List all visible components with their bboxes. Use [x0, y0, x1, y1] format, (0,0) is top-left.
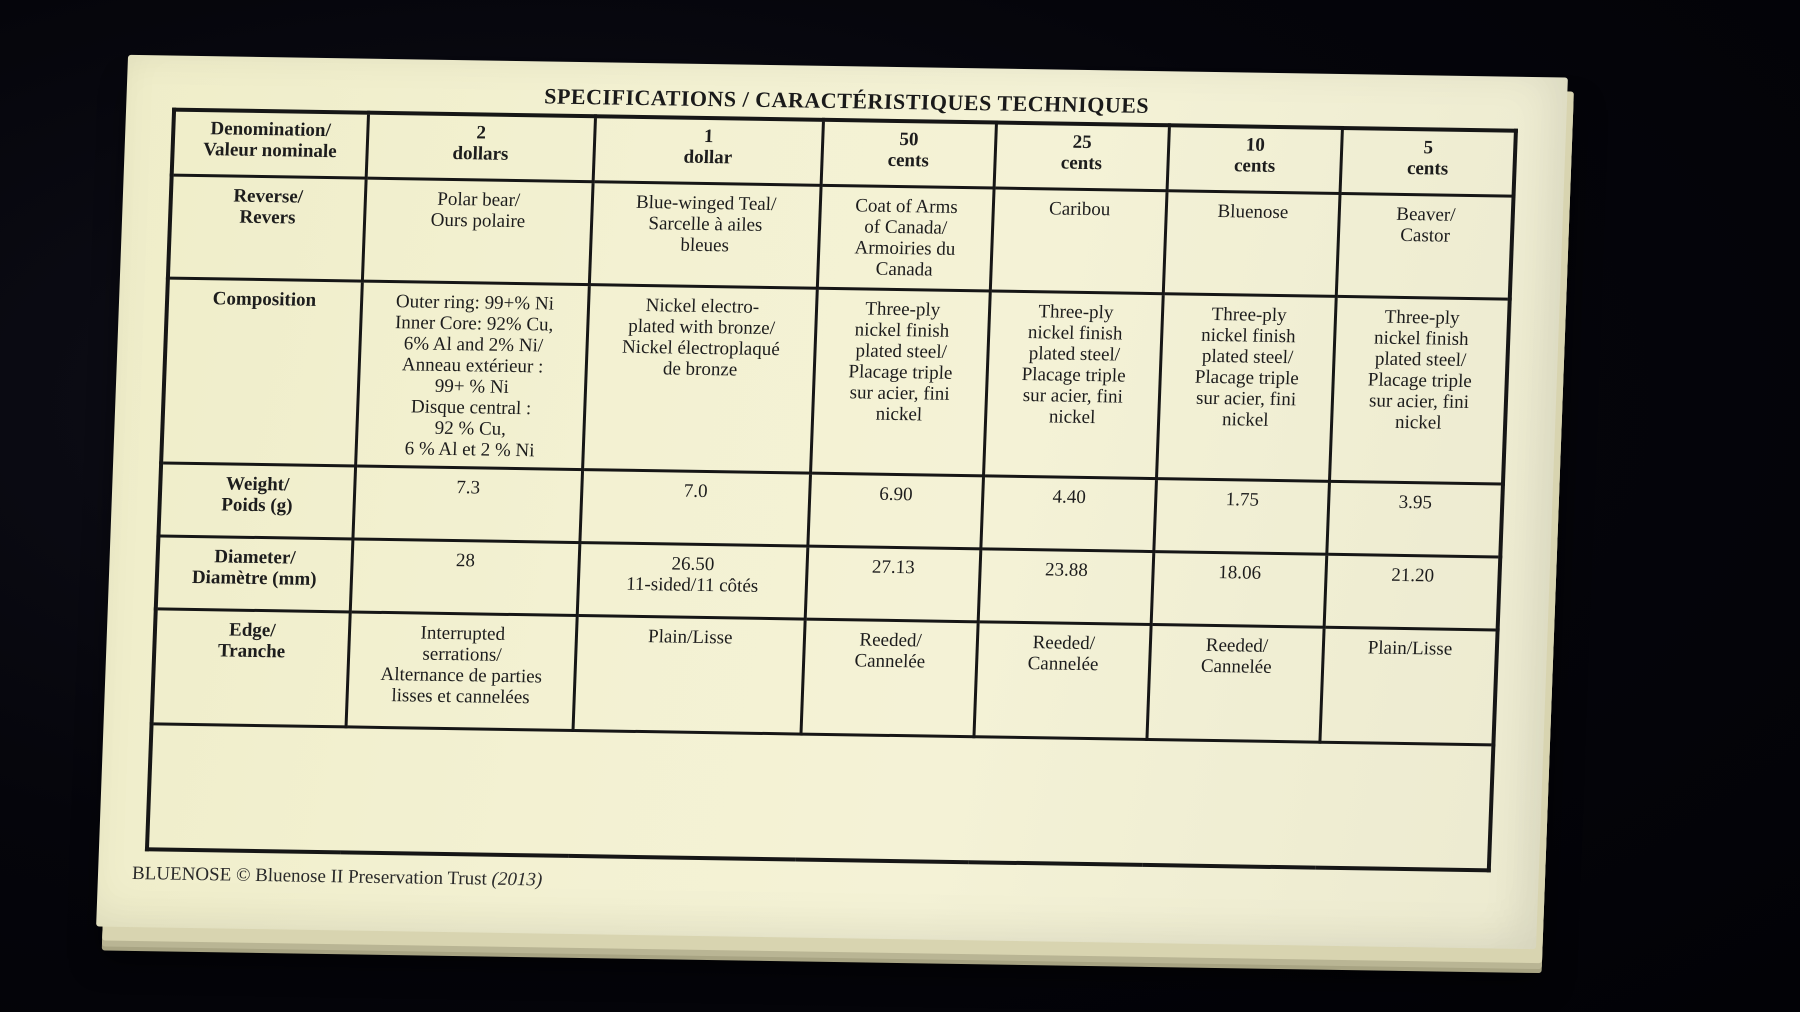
composition-cell: Nickel electro- plated with bronze/ Nickel électroplaqué de bronze — [583, 285, 817, 473]
edge-cell: Interrupted serrations/ Alternance de parties lisses et cannelées — [346, 612, 578, 731]
footer-year: (2013) — [491, 868, 543, 891]
row-header-diameter: Diameter/ Diamètre (mm) — [156, 536, 353, 612]
specification-card — [96, 55, 1568, 949]
denomination-cell: 10 cents — [1167, 125, 1343, 193]
reverse-cell: Beaver/ Castor — [1336, 193, 1513, 299]
denomination-cell: 25 cents — [994, 123, 1170, 191]
diameter-cell: 21.20 — [1324, 554, 1500, 630]
weight-cell: 3.95 — [1327, 481, 1503, 557]
row-header-edge: Edge/ Tranche — [152, 609, 350, 727]
composition-cell: Outer ring: 99+% Ni Inner Core: 92% Cu, 6% Al and 2% Ni/ Anneau extérieur : 99+ % Ni Disque central : 92 % Cu, 6 % Al et 2 % Ni — [355, 281, 589, 469]
edge-cell: Reeded/ Cannelée — [1147, 625, 1324, 743]
diameter-cell: 27.13 — [805, 546, 981, 622]
row-header-reverse: Reverse/ Revers — [168, 175, 366, 281]
denomination-cell: 50 cents — [821, 120, 997, 188]
denomination-cell: 2 dollars — [366, 113, 596, 182]
row-header-denomination: Denomination/ Valeur nominale — [172, 110, 368, 179]
row-header-composition: Composition — [161, 278, 362, 466]
row-header-weight: Weight/ Poids (g) — [158, 463, 355, 539]
diameter-cell: 23.88 — [978, 549, 1154, 625]
composition-cell: Three-ply nickel finish plated steel/ Placage triple sur acier, fini nickel — [1157, 294, 1337, 482]
reverse-cell: Caribou — [990, 188, 1167, 294]
weight-cell: 7.0 — [580, 470, 810, 547]
edge-cell: Plain/Lisse — [573, 616, 805, 735]
denomination-cell: 5 cents — [1340, 128, 1516, 196]
denomination-cell: 1 dollar — [593, 116, 823, 185]
reverse-cell: Coat of Arms of Canada/ Armoiries du Canada — [817, 185, 994, 291]
table-row-composition — [161, 278, 1510, 484]
edge-cell: Reeded/ Cannelée — [974, 622, 1151, 740]
table-empty-row — [147, 724, 1493, 871]
composition-cell: Three-ply nickel finish plated steel/ Placage triple sur acier, fini nickel — [983, 291, 1163, 479]
card-footer — [132, 863, 543, 891]
reverse-cell: Blue-winged Teal/ Sarcelle à ailes bleues — [589, 182, 820, 289]
footer-copyright: BLUENOSE © Bluenose II Preservation Trust — [131, 863, 488, 890]
reverse-cell: Polar bear/ Ours polaire — [362, 178, 593, 285]
diameter-cell: 28 — [350, 539, 580, 616]
weight-cell: 4.40 — [981, 476, 1157, 552]
table-row-edge — [152, 609, 1498, 745]
diameter-cell: 26.50 11-sided/11 côtés — [577, 543, 807, 620]
reverse-cell: Bluenose — [1163, 191, 1340, 297]
weight-cell: 1.75 — [1154, 479, 1330, 555]
weight-cell: 7.3 — [353, 466, 583, 543]
composition-cell: Three-ply nickel finish plated steel/ Placage triple sur acier, fini nickel — [1330, 296, 1510, 484]
edge-cell: Reeded/ Cannelée — [801, 619, 978, 737]
card-title: SPECIFICATIONS / CARACTÉRISTIQUES TECHNIQUES — [543, 83, 1150, 118]
specifications-table — [145, 108, 1518, 873]
empty-cell — [147, 724, 1493, 871]
composition-cell: Three-ply nickel finish plated steel/ Placage triple sur acier, fini nickel — [810, 288, 990, 476]
edge-cell: Plain/Lisse — [1320, 627, 1497, 745]
diameter-cell: 18.06 — [1151, 552, 1327, 628]
weight-cell: 6.90 — [807, 473, 983, 549]
